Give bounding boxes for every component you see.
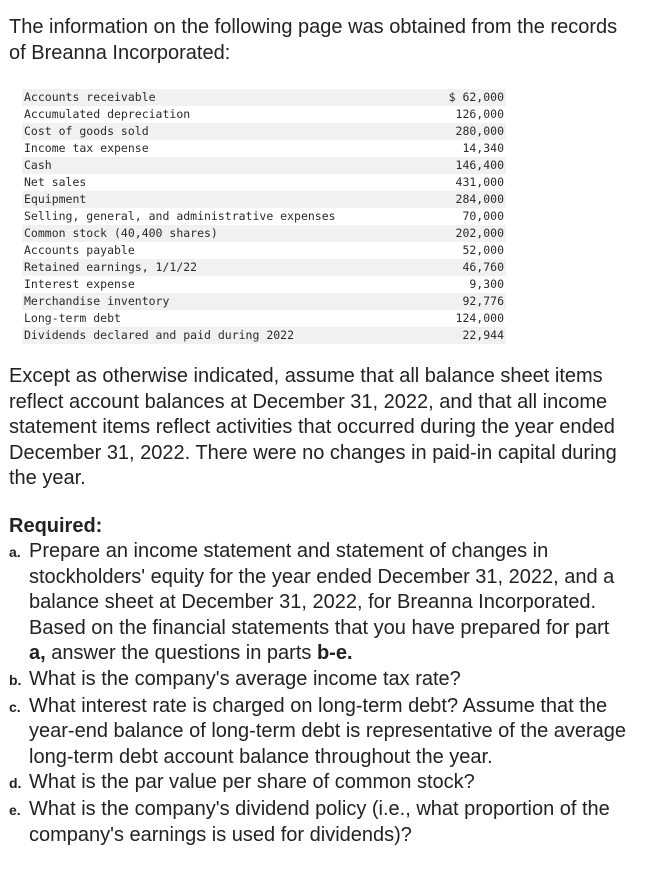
account-label: Net sales [24,175,87,189]
account-value: 14,340 [462,141,504,155]
requirement-text: What interest rate is charged on long-term debt? Assume that the year-end balance of long-term debt is representative of the average long-term debt account balance throughout the year. [29,694,627,768]
table-row [22,259,506,276]
table-row [22,310,506,327]
account-label: Selling, general, and administrative expenses [24,209,336,223]
account-value: 284,000 [455,192,504,206]
account-label: Merchandise inventory [24,294,170,308]
account-label: Dividends declared and paid during 2022 [24,328,295,342]
table-row [22,123,506,140]
account-label: Cost of goods sold [24,124,149,138]
requirement-b [9,667,639,694]
table-row [22,140,506,157]
account-value: 9,300 [469,277,504,291]
table-row [22,242,506,259]
account-label: Retained earnings, 1/1/22 [24,260,198,274]
account-value: $ 62,000 [448,90,504,104]
account-value: 126,000 [455,107,504,121]
account-label: Accumulated depreciation [24,107,191,121]
table-row [22,89,506,106]
table-row [22,191,506,208]
requirement-text: What is the company's average income tax rate? [29,667,461,690]
account-value: 202,000 [455,226,504,240]
requirement-e [9,797,639,848]
account-value: 70,000 [462,209,504,223]
table-row [22,208,506,225]
account-label: Accounts payable [24,243,135,257]
table-row [22,293,506,310]
account-value: 22,944 [462,328,504,342]
account-value: 280,000 [455,124,504,138]
requirement-letter: d. [9,775,22,792]
requirement-text: Prepare an income statement and statement of changes in stockholders' equity for the year ended December 31, 2022, and a balance sheet at December 31, 2022, for Breanna Incorporated. Based on the financial statements that you have prepared for part a, answer the questions in parts b-e. [29,540,615,665]
account-value: 46,760 [462,260,504,274]
table-row [22,157,506,174]
account-value: 146,400 [455,158,504,172]
required-section [9,513,639,848]
account-value: 92,776 [462,294,504,308]
account-label: Equipment [24,192,87,206]
requirement-letter: a. [9,544,21,560]
required-heading: Required: [9,515,103,537]
account-value: 124,000 [455,311,504,325]
account-label: Income tax expense [24,141,149,155]
assumptions-paragraph: Except as otherwise indicated, assume that all balance sheet items reflect account balances at December 31, 2022, and that all income statement items reflect activities that occurred during the year ended December 31, 2022. There were no changes in paid-in capital during the year. [9,365,617,490]
account-label: Cash [24,158,52,172]
requirement-letter: e. [9,801,21,818]
requirement-a [9,539,639,667]
account-label: Common stock (40,400 shares) [24,226,218,240]
account-value: 431,000 [455,175,504,189]
requirement-text: What is the company's dividend policy (i.e., what proportion of the company's earnings is used for dividends)? [29,797,610,846]
account-balances-table [22,89,506,344]
intro-text: The information on the following page was obtained from the records of Breanna Incorporated: [9,16,618,64]
requirement-letter: b. [9,671,22,688]
requirement-letter: c. [9,698,21,715]
requirement-c [9,694,639,771]
account-label: Interest expense [24,277,135,291]
requirement-d [9,770,639,797]
account-label: Accounts receivable [24,90,156,104]
table-row [22,327,506,344]
account-label: Long-term debt [24,311,121,325]
account-value: 52,000 [462,243,504,257]
table-row [22,174,506,191]
requirement-text: What is the par value per share of common stock? [29,771,475,794]
requirements-list [9,539,639,848]
table-row [22,276,506,293]
table-row [22,106,506,123]
table-row [22,225,506,242]
